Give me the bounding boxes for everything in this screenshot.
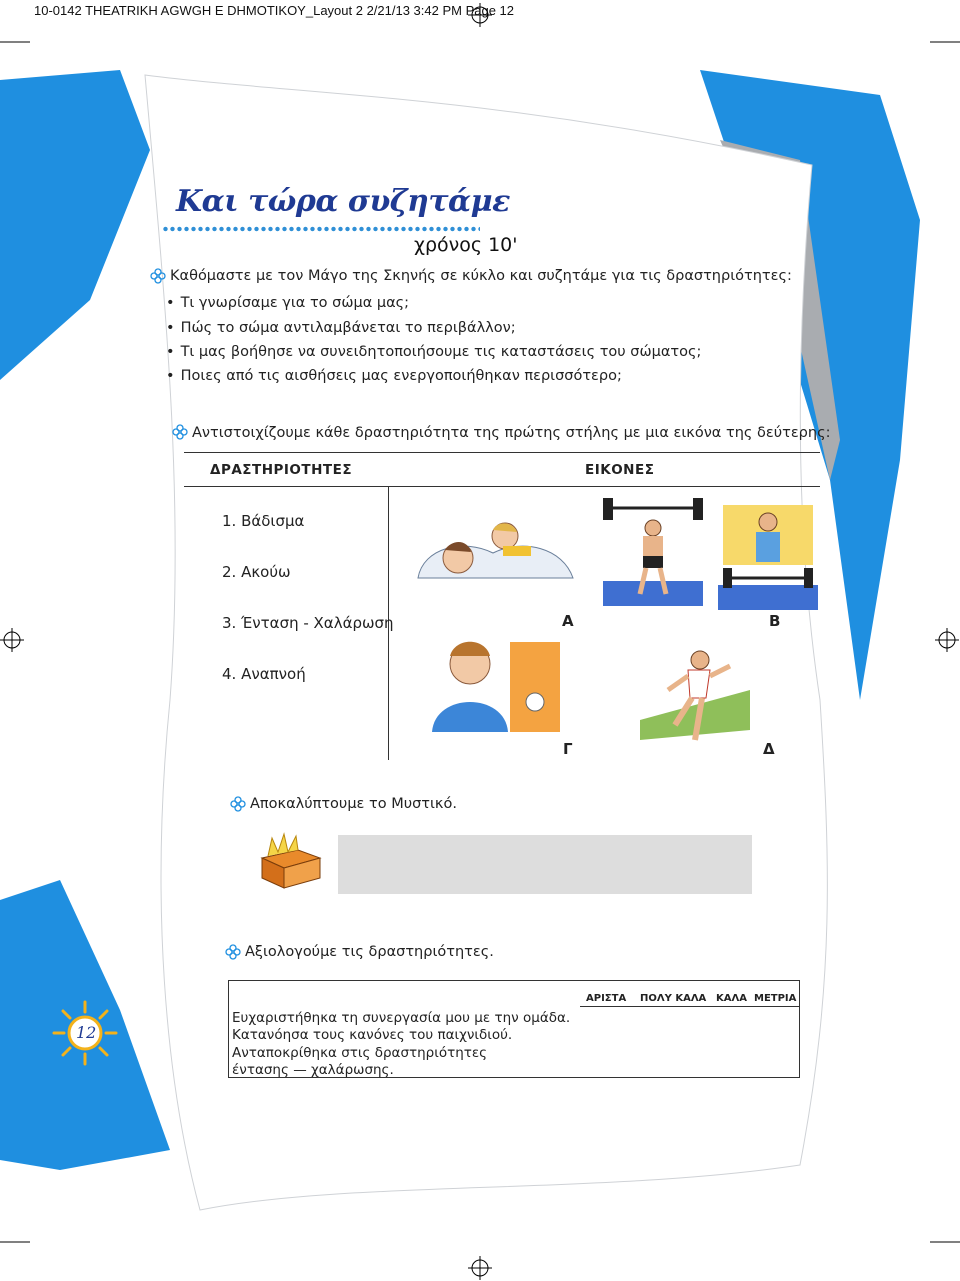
image-label: Γ (563, 740, 573, 758)
discussion-intro: Καθόμαστε με τον Μάγο της Σκηνής σε κύκλο και συζητάμε για τις δραστηριότητες: (170, 268, 792, 284)
rating-header: ΠΟΛΥ ΚΑΛΑ (640, 993, 707, 1004)
page-title: Και τώρα συζητάμε (176, 184, 510, 219)
discussion-question: • Τι γνωρίσαμε για το σώμα μας; (166, 295, 409, 311)
rating-header: ΚΑΛΑ (716, 993, 747, 1004)
rating-header: ΜΕΤΡΙΑ (754, 993, 797, 1004)
column-header-images: ΕΙΚΟΝΕΣ (585, 462, 655, 478)
discussion-question: • Πώς το σώμα αντιλαμβάνεται το περιβάλλον; (166, 320, 516, 336)
matching-intro: Αντιστοιχίζουμε κάθε δραστηριότητα της πρώτης στήλης με μια εικόνα της δεύτερης: (192, 425, 831, 441)
table-top-rule (184, 452, 820, 453)
weightlifter-overhead-illustration (598, 496, 708, 608)
evaluation-statement: Ανταποκρίθηκα στις δραστηριότητες (232, 1045, 488, 1061)
discussion-question: • Ποιες από τις αισθήσεις μας ενεργοποιήθηκαν περισσότερο; (166, 368, 622, 384)
print-slug-line: 10-0142 THEATRIKH AGWGH E DHMOTIKOY_Layout 2 2/21/13 3:42 PM Page 12 (34, 3, 515, 18)
duration-label: χρόνος 10' (414, 234, 518, 256)
activity-item: 1. Βάδισμα (222, 512, 305, 530)
title-dotted-underline (162, 226, 480, 232)
registration-mark-top (468, 3, 492, 27)
activity-item: 3. Ένταση - Χαλάρωση (222, 614, 394, 632)
blue-shape-top-left (0, 70, 150, 380)
flower-icon (172, 424, 188, 440)
rating-header-rule (580, 1006, 800, 1007)
discussion-question: • Τι μας βοήθησε να συνειδητοποιήσουμε τις καταστάσεις του σώματος; (166, 344, 701, 360)
flower-icon (225, 944, 241, 960)
page-number: 12 (76, 1023, 97, 1042)
image-label: Α (562, 612, 574, 630)
image-label: Β (769, 612, 781, 630)
flower-icon (150, 268, 166, 284)
table-header-rule (184, 486, 820, 487)
rating-header: ΑΡΙΣΤΑ (586, 993, 627, 1004)
sleeping-children-illustration (413, 508, 578, 590)
registration-mark-left (0, 628, 24, 652)
evaluation-intro: Αξιολογούμε τις δραστηριότητες. (245, 944, 494, 960)
activity-item: 4. Αναπνοή (222, 665, 306, 683)
evaluation-statement: Κατανόησα τους κανόνες του παιχνιδιού. (232, 1027, 513, 1043)
registration-mark-right (935, 628, 959, 652)
column-header-activities: ΔΡΑΣΤΗΡΙΟΤΗΤΕΣ (210, 462, 353, 478)
flower-icon (230, 796, 246, 812)
image-label: Δ (763, 740, 775, 758)
activity-item: 2. Ακούω (222, 563, 291, 581)
treasure-chest-icon (258, 828, 324, 890)
weightlifter-squat-illustration (718, 500, 818, 610)
registration-mark-bottom (468, 1256, 492, 1280)
runner-illustration (640, 640, 750, 750)
secret-answer-box[interactable] (338, 835, 752, 894)
secret-intro: Αποκαλύπτουμε το Μυστικό. (250, 796, 457, 812)
boy-breathing-illustration (430, 632, 560, 736)
evaluation-statement: έντασης — χαλάρωσης. (232, 1062, 394, 1078)
evaluation-statement: Ευχαριστήθηκα τη συνεργασία μου με την ομάδα. (232, 1010, 571, 1026)
